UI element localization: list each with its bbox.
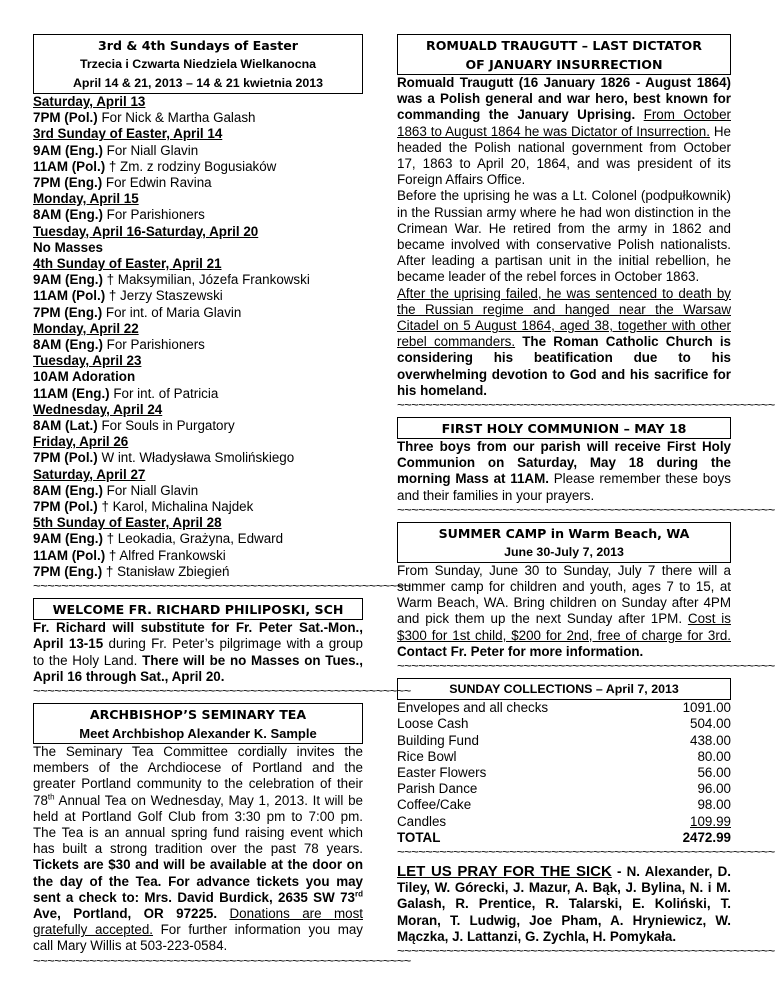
mass-time: 9AM (Eng.) [33, 272, 103, 288]
mass-time: 8AM (Lat.) [33, 418, 98, 434]
mass-day-heading: Tuesday, April 23 [33, 353, 142, 369]
mass-line [33, 548, 363, 564]
mass-line [33, 467, 363, 483]
mass-line [33, 272, 363, 288]
welcome-text [33, 620, 363, 685]
collection-row [397, 716, 731, 732]
mass-intention: † Jerzy Staszewski [105, 288, 223, 304]
mass-time: 8AM (Eng.) [33, 207, 103, 223]
collections-table [397, 700, 731, 830]
traugutt-title-2: OF JANUARY INSURRECTION [465, 57, 663, 72]
mass-intention: For Edwin Ravina [102, 175, 212, 191]
communion-text-1: Three boys from our parish will receive First Holy Communion on Saturday, May 18 during the morning Mass at 11AM. [397, 439, 731, 487]
collection-row [397, 749, 731, 765]
collection-amount: 96.00 [697, 781, 731, 797]
mass-day-heading: Friday, April 26 [33, 434, 129, 450]
collection-label: Candles [397, 813, 447, 829]
mass-intention: † Zm. z rodziny Bogusiaków [105, 158, 277, 174]
collection-amount: 98.00 [697, 797, 731, 813]
mass-day-heading: No Masses [33, 239, 103, 255]
mass-line [33, 224, 363, 240]
mass-intention: For Souls in Purgatory [97, 418, 235, 434]
camp-text-2: Cost is $300 for 1st child, $200 for 2nd, free of charge for 3rd. [397, 611, 731, 643]
camp-header [397, 522, 731, 563]
collection-label: Rice Bowl [397, 748, 457, 764]
collection-row [397, 781, 731, 797]
pray-section [397, 864, 731, 945]
traugutt-text [397, 75, 731, 399]
welcome-text-2: during Fr. Peter’s pilgrimage with a group to the Holy Land. [33, 636, 363, 668]
separator: ~~~~~~~~~~~~~~~~~~~~~~~~~~~~~~~~~~~~~~~~~~~~~~~~~~~~~~ [33, 578, 411, 594]
welcome-title: WELCOME FR. RICHARD PHILIPOSKI, SCH [52, 602, 344, 618]
mass-time: 7PM (Eng.) [33, 175, 103, 191]
mass-day-heading: Saturday, April 27 [33, 466, 146, 482]
tea-text-1: The Seminary Tea Committee cordially invites the members of the Archdiocese of Portland and the greater Portland community to the celebration of their 78 [33, 743, 363, 808]
collection-label: Envelopes and all checks [397, 700, 549, 716]
mass-line [33, 110, 363, 126]
collection-label: Building Fund [397, 732, 479, 748]
mass-line [33, 126, 363, 142]
mass-time: 7PM (Eng.) [33, 304, 103, 320]
mass-day-heading: 5th Sunday of Easter, April 28 [33, 515, 222, 531]
collection-row [397, 814, 731, 830]
collection-amount: 80.00 [697, 748, 731, 764]
mass-line [33, 191, 363, 207]
separator: ~~~~~~~~~~~~~~~~~~~~~~~~~~~~~~~~~~~~~~~~~~~~~~~~~~~~~~ [33, 952, 411, 968]
collection-amount: 109.99 [690, 813, 731, 829]
mass-day-heading: Monday, April 22 [33, 320, 139, 336]
welcome-header [33, 598, 363, 620]
collection-row [397, 765, 731, 781]
mass-line [33, 450, 363, 466]
mass-day-heading: Monday, April 15 [33, 191, 139, 207]
mass-day-heading: Tuesday, April 16-Saturday, April 20 [33, 223, 259, 239]
mass-intention: For Parishioners [102, 337, 205, 353]
tea-text [33, 744, 363, 955]
mass-day-heading: Saturday, April 13 [33, 94, 146, 109]
traugutt-header [397, 34, 731, 75]
mass-line [33, 337, 363, 353]
tea-sup-2: rd [355, 889, 363, 899]
camp-text-1: From Sunday, June 30 to Sunday, July 7 there will a summer camp for children and youth, ages 7 to 15, at Warm Beach, WA. Bring children on Sunday after 4PM and pick them up the next Sunday after 1PM. [397, 562, 731, 627]
separator: ~~~~~~~~~~~~~~~~~~~~~~~~~~~~~~~~~~~~~~~~~~~~~~~~~~~~~~ [397, 658, 775, 674]
left-column [33, 34, 411, 968]
masses-header-line-2: Trzecia i Czwarta Niedziela Wielkanocna [79, 57, 317, 71]
collection-row [397, 797, 731, 813]
welcome-text-1: Fr. Richard will substitute for Fr. Peter Sat.-Mon., April 13-15 [33, 620, 363, 652]
mass-day-heading: Wednesday, April 24 [33, 401, 163, 417]
mass-intention: † Karol, Michalina Najdek [97, 499, 254, 515]
collection-label: Loose Cash [397, 716, 469, 732]
mass-line [33, 434, 363, 450]
mass-line [33, 256, 363, 272]
mass-day-heading: 4th Sunday of Easter, April 21 [33, 256, 222, 272]
mass-intention: † Alfred Frankowski [105, 547, 226, 563]
mass-intention: † Leokadia, Grażyna, Edward [102, 531, 284, 547]
tea-title-2: Meet Archbishop Alexander K. Sample [79, 725, 317, 741]
separator: ~~~~~~~~~~~~~~~~~~~~~~~~~~~~~~~~~~~~~~~~~~~~~~~~~~~~~~ [397, 501, 775, 517]
collection-row [397, 733, 731, 749]
mass-line [33, 386, 363, 402]
mass-time: 11AM (Eng.) [33, 385, 110, 401]
mass-intention: For int. of Patricia [109, 385, 219, 401]
mass-line [33, 369, 363, 385]
mass-time: 7PM (Pol.) [33, 450, 98, 466]
collection-label: Parish Dance [397, 781, 478, 797]
mass-intention: † Stanisław Zbiegień [102, 563, 230, 579]
mass-day-heading: 10AM Adoration [33, 369, 136, 385]
tea-sup-1: th [47, 792, 55, 802]
camp-title-2: June 30-July 7, 2013 [504, 544, 624, 559]
right-column [397, 34, 775, 958]
mass-line [33, 240, 363, 256]
traugutt-text-5: After the uprising failed, he was sentenced to death by the Russian regime and hanged near the Warsaw Citadel on 5 August 1864, aged 38, together with other rebel commanders. [397, 285, 731, 350]
mass-time: 7PM (Pol.) [33, 499, 98, 515]
mass-time: 7PM (Pol.) [33, 110, 98, 126]
tea-text-6: For further information you may call Mary Willis at 503-223-0584. [33, 922, 363, 954]
mass-line [33, 159, 363, 175]
mass-intention: For Nick & Martha Galash [97, 110, 256, 126]
mass-intention: For Niall Glavin [102, 142, 199, 158]
pray-heading: LET US PRAY FOR THE SICK [397, 862, 612, 880]
mass-line [33, 175, 363, 191]
collection-amount: 438.00 [690, 732, 731, 748]
camp-title-1: SUMMER CAMP in Warm Beach, WA [438, 525, 690, 541]
masses-header [33, 34, 363, 94]
pray-names: - N. Alexander, D. Tiley, W. Górecki, J. Mazur, A. Bąk, J. Bylina, N. i M. Galash, R. Prentice, R. Talarski, E. Koliński, T. Moran, T. Ludwig, Joe Pham, A. Hryniewicz, W. Mączka, J. Lattanzi, G. Zychla, H. Pomykała. [397, 863, 731, 944]
camp-text-3: Contact Fr. Peter for more information. [397, 643, 644, 659]
communion-title: FIRST HOLY COMMUNION – MAY 18 [441, 421, 687, 437]
mass-time: 9AM (Eng.) [33, 531, 103, 547]
mass-time: 11AM (Pol.) [33, 288, 106, 304]
traugutt-text-3: He headed the Polish national government from October 17, 1863 to April 20, 1864, and was president of its Foreign Affairs Office. [397, 123, 731, 188]
mass-time: 9AM (Eng.) [33, 142, 103, 158]
mass-time: 11AM (Pol.) [33, 158, 106, 174]
mass-line [33, 94, 363, 110]
tea-header [33, 703, 363, 744]
mass-line [33, 531, 363, 547]
mass-line [33, 483, 363, 499]
mass-time: 11AM (Pol.) [33, 547, 106, 563]
mass-day-heading: 3rd Sunday of Easter, April 14 [33, 126, 223, 142]
mass-intention: For int. of Maria Glavin [102, 304, 242, 320]
mass-line [33, 418, 363, 434]
collection-label: Easter Flowers [397, 764, 487, 780]
mass-line [33, 402, 363, 418]
mass-line [33, 207, 363, 223]
mass-intention: For Parishioners [102, 207, 205, 223]
welcome-text-3: There will be no Masses on Tues., April 16 through Sat., April 20. [33, 652, 363, 684]
mass-intention: For Niall Glavin [102, 482, 199, 498]
mass-schedule [33, 94, 363, 580]
mass-time: 7PM (Eng.) [33, 563, 103, 579]
mass-line [33, 288, 363, 304]
collection-label: Coffee/Cake [397, 797, 472, 813]
mass-intention: † Maksymilian, Józefa Frankowski [102, 272, 310, 288]
traugutt-text-1: Romuald Traugutt (16 January 1826 - August 1864) was a Polish general and war hero, best known for commanding the January Uprising. [397, 75, 731, 123]
collections-total-label: TOTAL [397, 829, 441, 845]
collections-title: SUNDAY COLLECTIONS – April 7, 2013 [449, 682, 679, 697]
collection-amount: 56.00 [697, 764, 731, 780]
masses-header-line-1: 3rd & 4th Sundays of Easter [98, 38, 298, 53]
mass-time: 8AM (Eng.) [33, 337, 103, 353]
communion-text-2: Please remember these boys and their families in your prayers. [397, 471, 731, 503]
masses-header-line-3: April 14 & 21, 2013 – 14 & 21 kwietnia 2013 [72, 76, 324, 90]
communion-header [397, 417, 731, 439]
mass-line [33, 305, 363, 321]
tea-title-1: ARCHBISHOP’S SEMINARY TEA [89, 706, 307, 722]
tea-text-2: Annual Tea on Wednesday, May 1, 2013. It will be held at Portland Golf Club from 3:30 pm to 7:00 pm. The Tea is an annual spring fund raising event which has built a strong tradition over the past 78 years. [33, 792, 363, 857]
mass-line [33, 353, 363, 369]
separator: ~~~~~~~~~~~~~~~~~~~~~~~~~~~~~~~~~~~~~~~~~~~~~~~~~~~~~~ [397, 397, 775, 413]
mass-intention: W int. Władysława Smolińskiego [97, 450, 295, 466]
mass-time: 8AM (Eng.) [33, 482, 103, 498]
collection-amount: 504.00 [690, 716, 731, 732]
tea-text-5: Donations are most gratefully accepted. [33, 905, 363, 938]
collections-total-amount: 2472.99 [682, 829, 731, 845]
mass-line [33, 321, 363, 337]
traugutt-text-4: Before the uprising he was a Lt. Colonel (podpułkownik) in the Russian army where he had won distinction in the Crimean War. He retired from the army in 1862 and became involved with conservative Polish nationalists. After leading a partisan unit in the initial rebellion, he became leader of the rebel forces in October 1863. [397, 188, 731, 285]
traugutt-title-1: ROMUALD TRAUGUTT – LAST DICTATOR [426, 38, 702, 53]
separator: ~~~~~~~~~~~~~~~~~~~~~~~~~~~~~~~~~~~~~~~~~~~~~~~~~~~~~~ [397, 942, 775, 958]
collections-header [397, 678, 731, 700]
tea-text-4: Ave, Portland, OR 97225. [33, 905, 218, 921]
communion-text [397, 439, 731, 504]
traugutt-text-6: The Roman Catholic Church is considering his beatification due to his overwhelming devotion to God and his sacrifice for his homeland. [397, 334, 731, 398]
mass-line [33, 143, 363, 159]
mass-line [33, 515, 363, 531]
traugutt-text-2: From October 1863 to August 1864 he was Dictator of Insurrection. [397, 107, 731, 139]
tea-text-3: Tickets are $30 and will be available at the door on the day of the Tea. For advance tickets you may sent a check to: Mrs. David Burdick, 2635 SW 73 [33, 857, 363, 905]
collection-row [397, 700, 731, 716]
mass-line [33, 499, 363, 515]
separator: ~~~~~~~~~~~~~~~~~~~~~~~~~~~~~~~~~~~~~~~~~~~~~~~~~~~~~~ [33, 682, 411, 698]
camp-text [397, 563, 731, 660]
separator: ~~~~~~~~~~~~~~~~~~~~~~~~~~~~~~~~~~~~~~~~~~~~~~~~~~~~~~ [397, 843, 775, 859]
collection-amount: 1091.00 [682, 700, 731, 716]
